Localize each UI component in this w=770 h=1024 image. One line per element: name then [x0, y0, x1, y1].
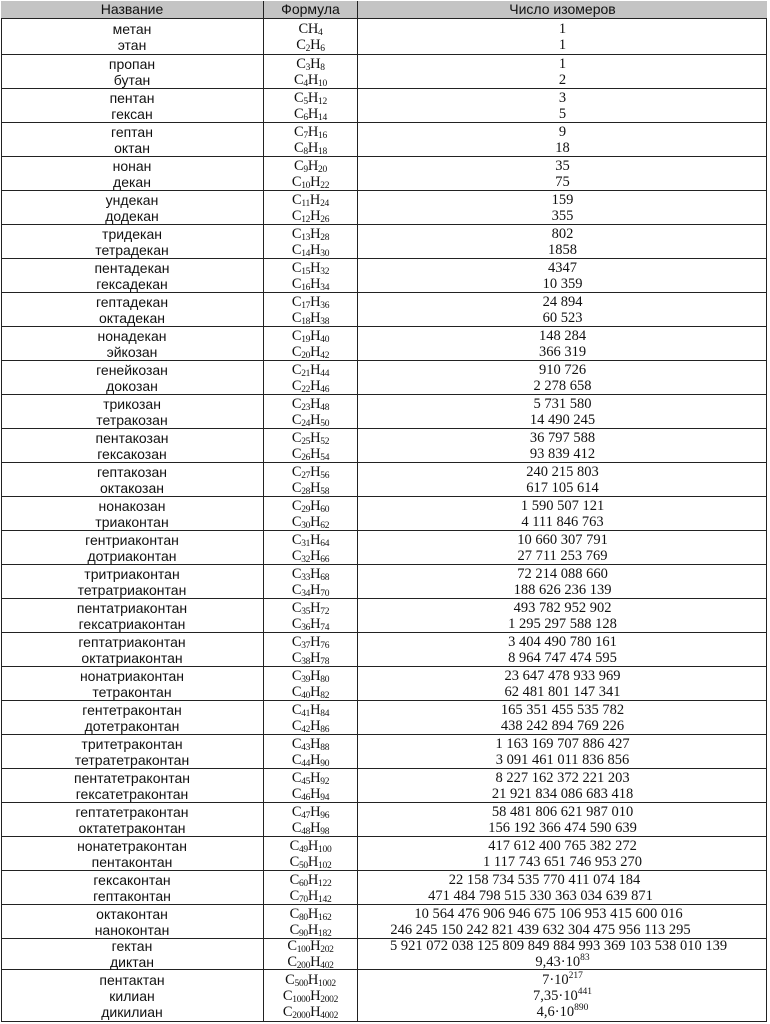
alkane-name: октатриаконтан [81, 649, 183, 666]
alkane-formula: $C_{38}H_{78}$ [291, 649, 330, 667]
table-row-group [1, 361, 767, 395]
table-row-group [1, 565, 767, 599]
formula-cell [264, 191, 358, 224]
isomer-count: 8 964 747 474 595 [508, 649, 617, 666]
isomer-count: 1 117 743 651 746 953 270 [483, 853, 642, 870]
isomer-count: 5 731 580 [533, 395, 592, 412]
alkane-formula: $C_{12}H_{26}$ [291, 207, 330, 225]
alkane-formula: $C_{45}H_{92}$ [291, 769, 330, 787]
alkane-name: октаконтан [96, 905, 168, 922]
formula-cell [264, 970, 358, 1021]
alkane-formula: $C_{25}H_{52}$ [291, 429, 330, 447]
alkane-formula: $C_{42}H_{86}$ [291, 717, 330, 735]
alkane-name: тетратриаконтан [77, 581, 187, 598]
alkane-formula: $C_{60}H_{122}$ [289, 871, 332, 889]
alkane-name: пентаконтан [91, 853, 173, 870]
name-cell [1, 327, 264, 360]
isomer-count: 3 [558, 89, 567, 106]
table-row-group [1, 395, 767, 429]
table-row-group [1, 939, 767, 970]
alkane-name: гептакозан [96, 463, 168, 480]
isomer-count: 14 490 245 [529, 411, 596, 428]
isomer-count: 3 404 490 780 161 [508, 633, 617, 650]
formula-cell [264, 225, 358, 258]
name-cell [1, 361, 264, 394]
alkane-name: гексадекан [96, 275, 168, 292]
alkane-formula: $C_4H_{10}$ [294, 71, 327, 89]
table-row-group [1, 871, 767, 905]
isomers-cell [358, 395, 767, 428]
alkane-name: гептадекан [95, 293, 169, 310]
alkane-formula: $CH_4$ [298, 20, 323, 38]
table-row-group [1, 837, 767, 871]
formula-cell [264, 531, 358, 564]
isomer-count: 9 [558, 123, 567, 140]
alkane-formula: $C_{18}H_{38}$ [291, 309, 330, 327]
name-cell [1, 497, 264, 530]
alkane-formula: $C_7H_{16}$ [294, 123, 327, 141]
table-row-group [1, 293, 767, 327]
isomer-count: $7,35\cdot 10^{441}$ [533, 986, 592, 1004]
table-row-group [1, 89, 767, 123]
alkane-formula: $C_{31}H_{64}$ [291, 531, 330, 549]
name-cell [1, 55, 264, 88]
alkane-formula: $C_6H_{14}$ [294, 105, 327, 123]
alkane-formula: $C_{90}H_{182}$ [289, 921, 332, 939]
alkane-name: тритриаконтан [84, 565, 180, 582]
alkane-name: тридекан [102, 225, 162, 242]
alkane-name: гексан [111, 105, 153, 122]
alkane-formula: $C_{20}H_{42}$ [291, 343, 330, 361]
isomers-cell [358, 565, 767, 598]
alkane-formula: $C_{500}H_{1002}$ [285, 971, 336, 989]
name-cell [1, 633, 264, 666]
alkane-name: нонан [112, 157, 152, 174]
alkane-formula: $C_{11}H_{24}$ [291, 191, 329, 209]
isomers-cell [358, 157, 767, 190]
alkane-formula: $C_{1000}H_{2002}$ [282, 987, 339, 1005]
isomers-cell [358, 769, 767, 802]
formula-cell [264, 19, 358, 54]
table-row-group [1, 225, 767, 259]
alkane-name: гептаконтан [93, 887, 171, 904]
formula-cell [264, 293, 358, 326]
alkane-name: эйкозан [106, 343, 158, 360]
isomers-cell [358, 667, 767, 700]
table-row-group [1, 19, 767, 55]
name-cell [1, 259, 264, 292]
header-name: Название [1, 1, 264, 19]
table-row-group [1, 769, 767, 803]
isomer-count: 5 [558, 105, 567, 122]
alkane-name: пентатриаконтан [76, 599, 188, 616]
isomer-count: 22 158 734 535 770 411 074 184 [448, 871, 641, 888]
alkane-formula: $C_{100}H_{202}$ [287, 938, 334, 955]
alkane-formula: $C_2H_6$ [296, 36, 325, 54]
table-row-group [1, 599, 767, 633]
isomers-cell [358, 735, 767, 768]
isomer-count: 1 295 297 588 128 [508, 615, 617, 632]
alkane-name: тритетраконтан [81, 735, 183, 752]
alkane-name: пентатетраконтан [74, 769, 190, 786]
isomer-count: 10 660 307 791 [517, 531, 608, 548]
alkane-name: наноконтан [94, 921, 170, 938]
alkane-name: гептатетраконтан [75, 803, 189, 820]
alkane-name: гептан [111, 123, 153, 140]
isomer-count: 35 [555, 157, 570, 174]
isomer-count: 27 711 253 769 [517, 547, 608, 564]
formula-cell [264, 565, 358, 598]
isomers-cell [358, 837, 767, 870]
alkane-formula: $C_{48}H_{98}$ [291, 819, 330, 837]
table-row-group [1, 803, 767, 837]
name-cell [1, 293, 264, 326]
alkane-name: пропан [108, 55, 156, 72]
formula-cell [264, 599, 358, 632]
alkane-name: гексаконтан [93, 871, 171, 888]
alkane-name: нонатриаконтан [79, 667, 185, 684]
isomer-count: 2 278 658 [533, 377, 592, 394]
name-cell [1, 599, 264, 632]
alkane-formula: $C_{37}H_{76}$ [291, 633, 330, 651]
formula-cell [264, 361, 358, 394]
isomer-count: 5 921 072 038 125 809 849 884 993 369 103 538 010 139 [389, 938, 728, 954]
name-cell [1, 19, 264, 54]
formula-cell [264, 463, 358, 496]
table-row-group [1, 497, 767, 531]
alkane-formula: $C_{41}H_{84}$ [291, 701, 330, 719]
alkane-formula: $C_{24}H_{50}$ [291, 411, 330, 429]
alkane-name: гектан [111, 938, 153, 954]
alkane-formula: $C_{2000}H_{4002}$ [282, 1003, 339, 1021]
alkane-name: гексатетраконтан [75, 785, 189, 802]
name-cell [1, 837, 264, 870]
isomer-count: 4347 [548, 259, 577, 276]
alkane-formula: $C_{19}H_{40}$ [291, 327, 330, 345]
formula-cell [264, 55, 358, 88]
alkane-name: тетрадекан [95, 241, 169, 258]
alkane-formula: $C_5H_{12}$ [294, 89, 327, 107]
table-row-group [1, 55, 767, 89]
alkane-formula: $C_{49}H_{100}$ [289, 837, 332, 855]
table-row-group [1, 905, 767, 939]
isomers-cell [358, 463, 767, 496]
isomer-count: 24 894 [542, 293, 583, 310]
name-cell [1, 871, 264, 904]
name-cell [1, 735, 264, 768]
alkane-formula: $C_{44}H_{90}$ [291, 751, 330, 769]
alkane-name: генейкозан [96, 361, 168, 378]
alkane-formula: $C_{30}H_{62}$ [291, 513, 330, 531]
isomers-cell [358, 970, 767, 1021]
isomers-cell [358, 123, 767, 156]
isomers-cell [358, 531, 767, 564]
alkane-formula: $C_{26}H_{54}$ [291, 445, 330, 463]
isomer-count: 802 [551, 225, 574, 242]
alkane-formula: $C_{28}H_{58}$ [291, 479, 330, 497]
formula-cell [264, 259, 358, 292]
alkane-name: гексатриаконтан [78, 615, 186, 632]
isomer-count: 1858 [548, 241, 577, 258]
alkane-formula: $C_{200}H_{402}$ [287, 954, 334, 971]
isomer-count: 366 319 [538, 343, 587, 360]
alkane-formula: $C_{50}H_{102}$ [289, 853, 332, 871]
isomers-cell [358, 939, 767, 969]
isomer-count: 471 484 798 515 330 363 034 639 871 [428, 887, 653, 904]
isomers-cell [358, 633, 767, 666]
isomers-cell [358, 905, 767, 938]
isomer-count: 4 111 846 763 [521, 513, 604, 530]
alkane-name: пентан [109, 89, 155, 106]
isomer-count: 148 284 [538, 327, 587, 344]
formula-cell [264, 123, 358, 156]
alkane-formula: $C_{15}H_{32}$ [291, 259, 330, 277]
alkane-formula: $C_{29}H_{60}$ [291, 497, 330, 515]
isomer-count: 75 [555, 173, 570, 190]
alkane-formula: $C_{16}H_{34}$ [291, 275, 330, 293]
alkane-name: ундекан [105, 191, 159, 208]
table-row-group [1, 633, 767, 667]
alkane-name: пентадекан [94, 259, 170, 276]
isomer-count: 165 351 455 535 782 [500, 701, 625, 718]
isomer-count: 156 192 366 474 590 639 [488, 819, 637, 836]
name-cell [1, 970, 264, 1021]
alkane-name: метан [112, 20, 152, 37]
formula-cell [264, 667, 358, 700]
alkane-name: нонадекан [97, 327, 167, 344]
alkane-formula: $C_{35}H_{72}$ [291, 599, 330, 617]
alkane-name: тетраконтан [92, 683, 172, 700]
alkane-name: октан [114, 139, 150, 156]
alkane-formula: $C_{46}H_{94}$ [291, 785, 330, 803]
alkane-formula: $C_9H_{20}$ [294, 157, 327, 175]
isomers-cell [358, 259, 767, 292]
isomer-count: 1 163 169 707 886 427 [495, 735, 630, 752]
alkane-formula: $C_8H_{18}$ [294, 139, 327, 157]
alkane-formula: $C_3H_8$ [296, 55, 325, 73]
isomer-count: $7\cdot 10^{217}$ [542, 970, 583, 988]
name-cell [1, 89, 264, 122]
formula-cell [264, 803, 358, 836]
alkane-formula: $C_{80}H_{162}$ [289, 905, 332, 923]
alkane-name: гентриаконтан [85, 531, 179, 548]
alkane-formula: $C_{40}H_{82}$ [291, 683, 330, 701]
table-row-group [1, 735, 767, 769]
alkane-name: октатетраконтан [78, 819, 186, 836]
alkane-name: пентакозан [95, 429, 169, 446]
alkane-name: тетракозан [96, 411, 168, 428]
isomer-count: 493 782 952 902 [513, 599, 612, 616]
header-formula: Формула [264, 1, 358, 19]
alkane-name: килиан [109, 987, 155, 1004]
alkane-name: бутан [113, 71, 151, 88]
alkane-formula: $C_{17}H_{36}$ [291, 293, 330, 311]
alkane-formula: $C_{70}H_{142}$ [289, 887, 332, 905]
alkane-name: диктан [109, 954, 155, 970]
formula-cell [264, 89, 358, 122]
table-row-group [1, 259, 767, 293]
isomers-cell [358, 55, 767, 88]
name-cell [1, 463, 264, 496]
isomer-count: 355 [551, 207, 574, 224]
alkane-name: дотетраконтан [84, 717, 180, 734]
table-row-group [1, 123, 767, 157]
table-row-group [1, 327, 767, 361]
isomer-count: 417 612 400 765 382 272 [488, 837, 637, 854]
alkane-formula: $C_{23}H_{48}$ [291, 395, 330, 413]
alkane-formula: $C_{43}H_{88}$ [291, 735, 330, 753]
name-cell [1, 769, 264, 802]
name-cell [1, 225, 264, 258]
formula-cell [264, 701, 358, 734]
name-cell [1, 157, 264, 190]
isomers-cell [358, 361, 767, 394]
isomer-count: $9,43\cdot 10^{83}$ [535, 953, 590, 970]
alkane-name: гентетраконтан [82, 701, 182, 718]
isomers-cell [358, 293, 767, 326]
alkane-formula: $C_{39}H_{80}$ [291, 667, 330, 685]
formula-cell [264, 769, 358, 802]
isomer-count: 18 [555, 139, 570, 156]
isomer-count: 246 245 150 242 821 439 632 304 475 956 113 295 [390, 921, 691, 938]
alkane-formula: $C_{34}H_{70}$ [291, 581, 330, 599]
table-row-group [1, 157, 767, 191]
isomer-count: 240 215 803 [526, 463, 599, 480]
name-cell [1, 531, 264, 564]
isomer-count: 188 626 236 139 [513, 581, 612, 598]
isomer-count: 1 [558, 36, 567, 53]
formula-cell [264, 837, 358, 870]
name-cell [1, 565, 264, 598]
isomers-cell [358, 497, 767, 530]
alkane-formula: $C_{22}H_{46}$ [291, 377, 330, 395]
table-row-group [1, 531, 767, 565]
alkane-name: октакозан [100, 479, 164, 496]
name-cell [1, 667, 264, 700]
isomer-count: 1 590 507 121 [520, 497, 605, 514]
isomer-count: 93 839 412 [529, 445, 596, 462]
isomer-count: 1 [558, 20, 567, 37]
formula-cell [264, 327, 358, 360]
isomer-count: 62 481 801 147 341 [504, 683, 621, 700]
isomers-cell [358, 599, 767, 632]
alkane-name: трикозан [103, 395, 161, 412]
name-cell [1, 701, 264, 734]
isomers-cell [358, 191, 767, 224]
isomer-count: 21 921 834 086 683 418 [491, 785, 634, 802]
isomer-count: 2 [558, 71, 567, 88]
isomer-count: 1 [558, 55, 567, 72]
name-cell [1, 803, 264, 836]
isomer-count: 60 523 [542, 309, 583, 326]
name-cell [1, 191, 264, 224]
table-row-group [1, 429, 767, 463]
formula-cell [264, 395, 358, 428]
alkane-name: декан [113, 173, 151, 190]
isomers-cell [358, 89, 767, 122]
alkane-name: гептатриаконтан [78, 633, 186, 650]
isomer-count: 910 726 [538, 361, 587, 378]
alkane-name: нонакозан [98, 497, 166, 514]
isomers-cell [358, 701, 767, 734]
isomer-count: 23 647 478 933 969 [504, 667, 621, 684]
isomer-count: 438 242 894 769 226 [500, 717, 625, 734]
table-row-group [1, 970, 767, 1021]
alkane-name: додекан [105, 207, 159, 224]
formula-cell [264, 939, 358, 969]
alkane-name: этан [117, 36, 147, 53]
alkane-name: докозан [106, 377, 158, 394]
alkane-name: дотриаконтан [87, 547, 177, 564]
isomer-count: 10 564 476 906 946 675 106 953 415 600 016 [414, 905, 683, 922]
isomer-count: 10 359 [542, 275, 583, 292]
alkane-formula: $C_{27}H_{56}$ [291, 463, 330, 481]
alkane-formula: $C_{33}H_{68}$ [291, 565, 330, 583]
alkane-name: тетратетраконтан [74, 751, 190, 768]
alkane-name: пентактан [99, 971, 165, 988]
header-isomers: Число изомеров [358, 1, 767, 19]
alkane-name: дикилиан [101, 1003, 163, 1020]
isomers-cell [358, 225, 767, 258]
formula-cell [264, 633, 358, 666]
alkane-formula: $C_{47}H_{96}$ [291, 803, 330, 821]
table-row-group [1, 667, 767, 701]
alkane-name: гексакозан [97, 445, 167, 462]
isomers-cell [358, 871, 767, 904]
isomer-count: 36 797 588 [529, 429, 596, 446]
alkane-formula: $C_{32}H_{66}$ [291, 547, 330, 565]
name-cell [1, 123, 264, 156]
table-row-group [1, 701, 767, 735]
name-cell [1, 395, 264, 428]
isomer-count: 617 105 614 [526, 479, 599, 496]
formula-cell [264, 157, 358, 190]
formula-cell [264, 735, 358, 768]
name-cell [1, 429, 264, 462]
alkane-name: нонатетраконтан [77, 837, 187, 854]
formula-cell [264, 497, 358, 530]
formula-cell [264, 429, 358, 462]
isomer-count: $4,6\cdot 10^{890}$ [536, 1002, 589, 1020]
isomer-count: 3 091 461 011 836 856 [495, 751, 630, 768]
isomer-count: 58 481 806 621 987 010 [491, 803, 634, 820]
isomer-count: 159 [551, 191, 574, 208]
alkane-formula: $C_{14}H_{30}$ [291, 241, 330, 259]
isomers-cell [358, 429, 767, 462]
isomer-count: 72 214 088 660 [517, 565, 608, 582]
alkane-name: триаконтан [95, 513, 169, 530]
alkane-formula: $C_{36}H_{74}$ [291, 615, 330, 633]
table-row-group [1, 191, 767, 225]
alkane-formula: $C_{13}H_{28}$ [291, 225, 330, 243]
name-cell [1, 905, 264, 938]
isomer-count: 8 227 162 372 221 203 [495, 769, 630, 786]
isomers-cell [358, 327, 767, 360]
alkane-formula: $C_{21}H_{44}$ [291, 361, 330, 379]
alkane-formula: $C_{10}H_{22}$ [291, 173, 330, 191]
name-cell [1, 939, 264, 969]
isomers-cell [358, 803, 767, 836]
alkane-name: октадекан [98, 309, 165, 326]
isomers-cell [358, 19, 767, 54]
table-row-group [1, 463, 767, 497]
